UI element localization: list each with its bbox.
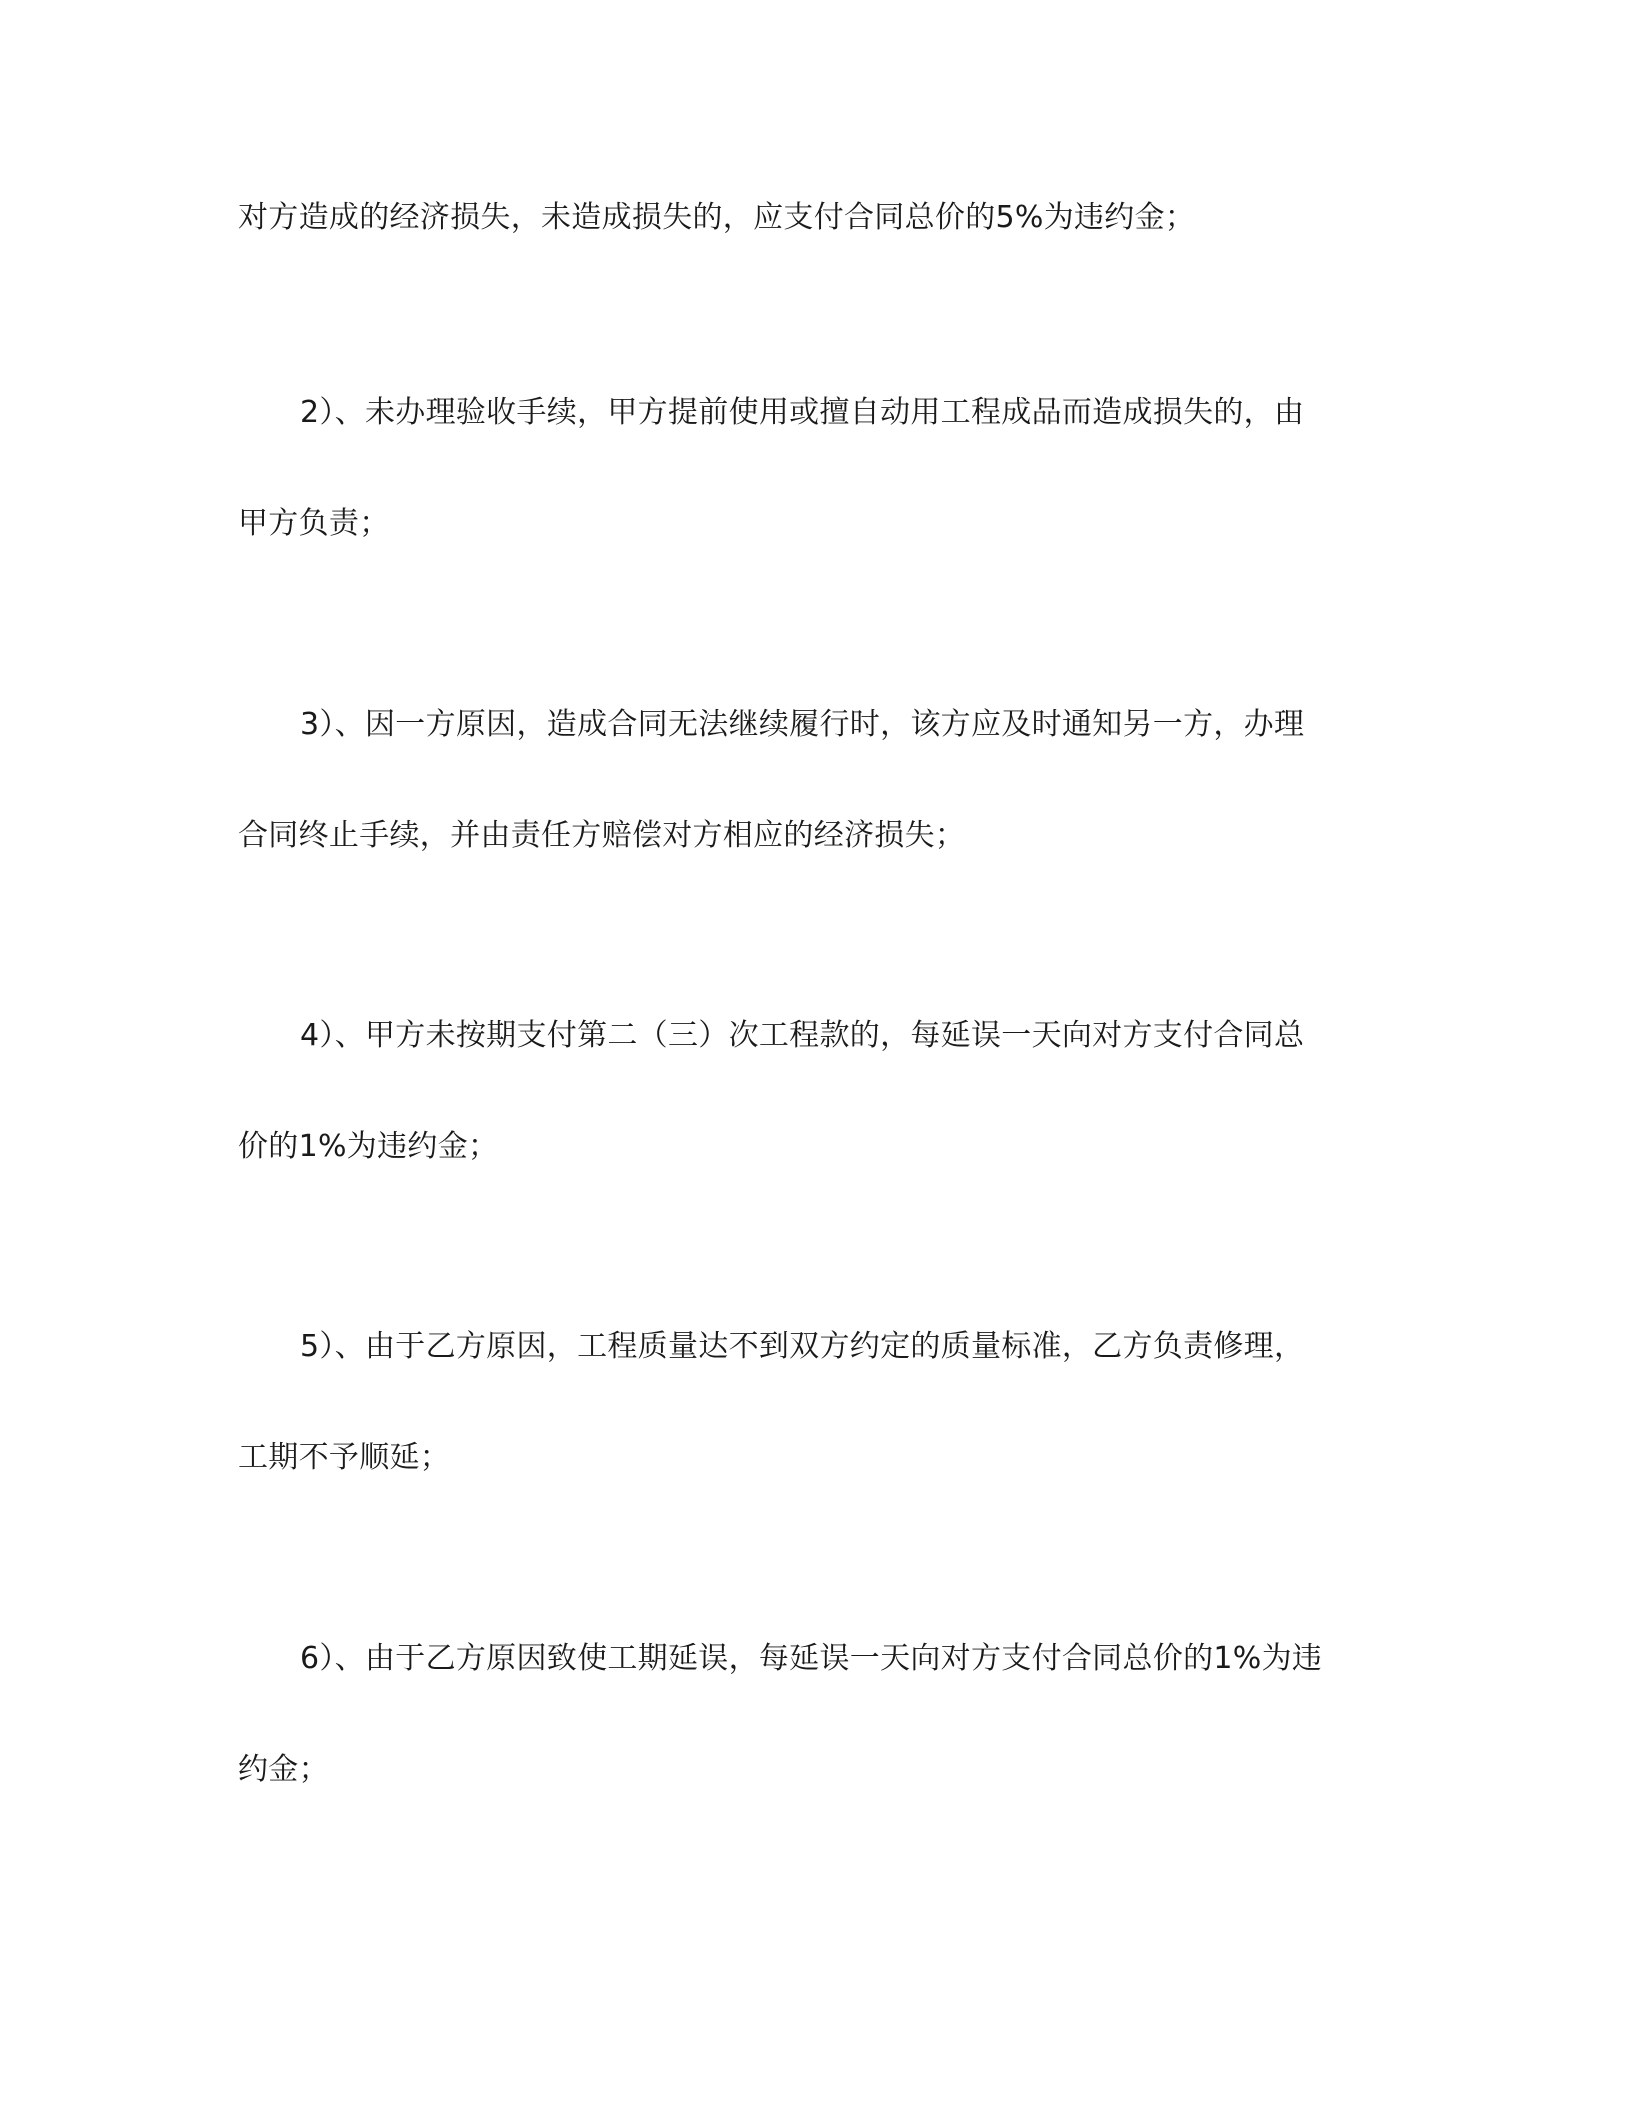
clause-6-line-1: 6）、由于乙方原因致使工期延误，每延误一天向对方支付合同总价的1%为违	[300, 1641, 1323, 1676]
clause-4-line-2: 价的1%为违约金；	[238, 1129, 499, 1164]
text-line: 对方造成的经济损失，未造成损失的，应支付合同总价的5%为违约金；	[238, 200, 1196, 235]
clause-3-line-1: 3）、因一方原因，造成合同无法继续履行时，该方应及时通知另一方，办理	[300, 707, 1305, 742]
clause-2-line-2: 甲方负责；	[238, 506, 390, 541]
clause-5-line-1: 5）、由于乙方原因，工程质量达不到双方约定的质量标准，乙方负责修理，	[300, 1329, 1305, 1364]
clause-4-line-1: 4）、甲方未按期支付第二（三）次工程款的，每延误一天向对方支付合同总	[300, 1018, 1305, 1053]
clause-5-line-2: 工期不予顺延；	[238, 1440, 451, 1475]
clause-2-line-1: 2）、未办理验收手续，甲方提前使用或擅自动用工程成品而造成损失的，由	[300, 395, 1305, 430]
clause-6-line-2: 约金；	[238, 1752, 329, 1787]
clause-3-line-2: 合同终止手续，并由责任方赔偿对方相应的经济损失；	[238, 818, 966, 853]
